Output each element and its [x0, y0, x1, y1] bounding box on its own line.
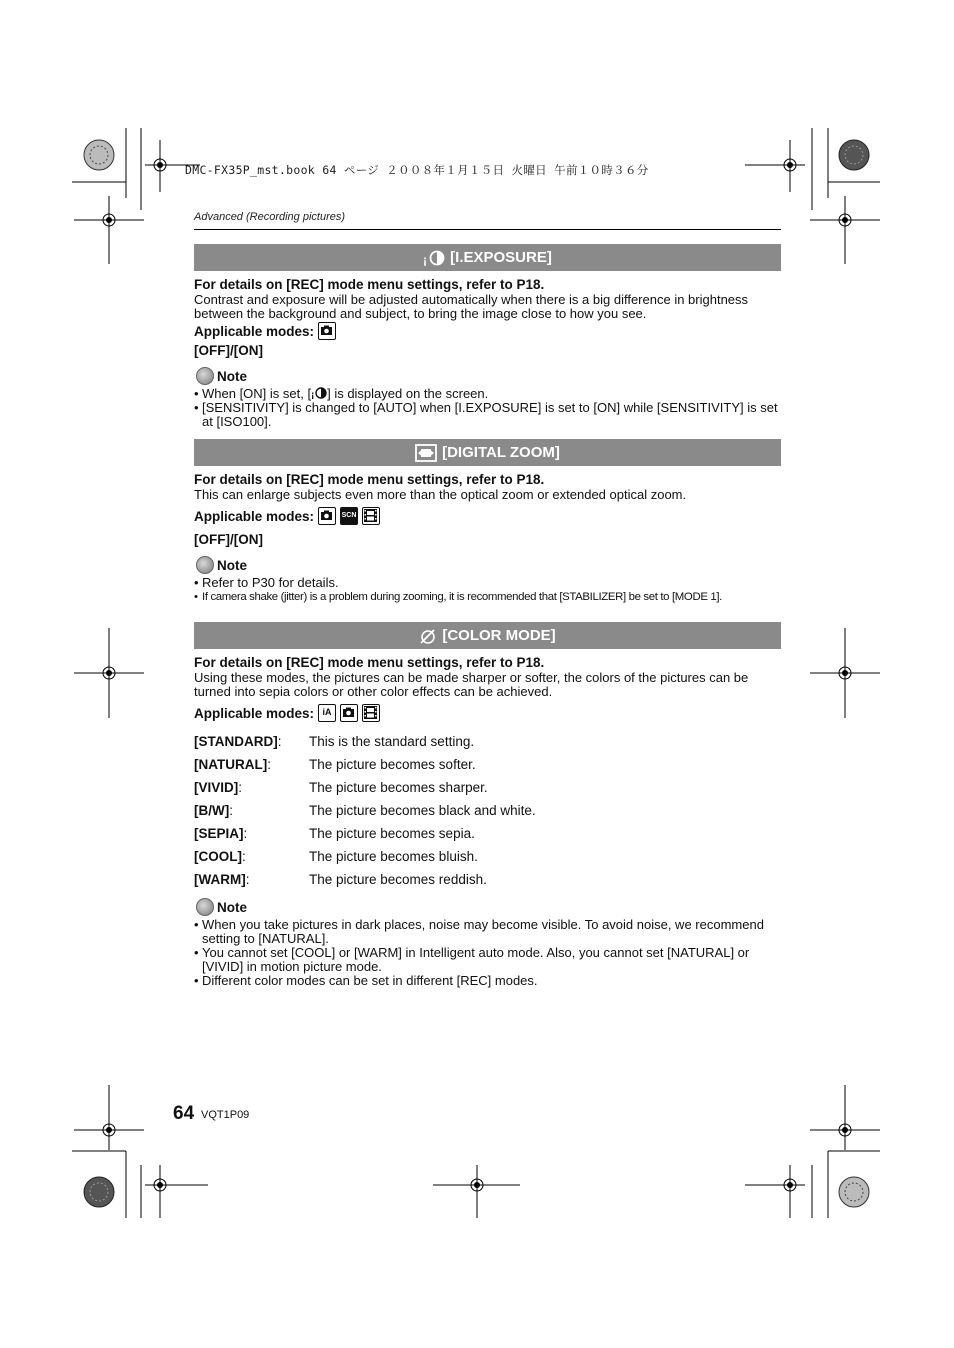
list-item: • You cannot set [COOL] or [WARM] in Intelligent auto mode. Also, you cannot set [NATURAL] or [VIVID] in motion picture mode.	[194, 946, 784, 974]
camera-mode-icon	[318, 322, 336, 340]
print-header: DMC-FX35P_mst.book 64 ページ ２００８年１月１５日 火曜日 午前１０時３６分	[185, 163, 649, 177]
table-row: [COOL]: The picture becomes bluish.	[194, 849, 478, 864]
list-item: • When [ON] is set, [ ¡ ] is displayed on the screen.	[194, 387, 784, 401]
digital-zoom-icon	[415, 444, 437, 462]
note-heading: Note	[196, 367, 247, 385]
list-item: • When you take pictures in dark places, noise may become visible. To avoid noise, we recommend setting to [NATURAL].	[194, 918, 784, 946]
note-icon	[196, 556, 214, 574]
section-title-text: [COLOR MODE]	[442, 627, 556, 644]
svg-text:¡: ¡	[311, 390, 315, 399]
section-description: Contrast and exposure will be adjusted automatically when there is a big difference in brightness between the background and subject, to bring the image close to how you see.	[194, 292, 749, 321]
intelligent-exposure-icon	[423, 250, 445, 266]
color-mode-icon	[419, 628, 437, 644]
section-title-text: [DIGITAL ZOOM]	[442, 444, 560, 461]
motion-picture-mode-icon	[362, 507, 380, 525]
header-rule	[194, 229, 781, 230]
applicable-modes: Applicable modes: iA	[194, 704, 380, 722]
applicable-modes: Applicable modes:	[194, 322, 336, 340]
camera-mode-icon	[318, 507, 336, 525]
table-row: [STANDARD]: This is the standard setting.	[194, 734, 475, 749]
table-row: [SEPIA]: The picture becomes sepia.	[194, 826, 475, 841]
table-row: [VIVID]: The picture becomes sharper.	[194, 780, 488, 795]
options-off-on: [OFF]/[ON]	[194, 532, 263, 547]
page-number: 64	[173, 1103, 195, 1124]
section-title-text: [I.EXPOSURE]	[450, 249, 552, 266]
section-title-digital-zoom	[194, 439, 781, 466]
section-title-color-mode	[194, 622, 781, 649]
applicable-modes: Applicable modes: SCN	[194, 507, 380, 525]
details-reference: For details on [REC] mode menu settings, refer to P18.	[194, 655, 545, 670]
details-reference: For details on [REC] mode menu settings, refer to P18.	[194, 472, 545, 487]
note-icon	[196, 367, 214, 385]
section-description: This can enlarge subjects even more than the optical zoom or extended optical zoom.	[194, 487, 687, 502]
note-list	[194, 576, 784, 604]
note-icon	[196, 898, 214, 916]
list-item: • If camera shake (jitter) is a problem during zooming, it is recommended that [STABILIZER] be set to [MODE 1].	[194, 590, 784, 604]
scene-mode-icon: SCN	[340, 507, 358, 525]
section-description: Using these modes, the pictures can be made sharper or softer, the colors of the pictures can be turned into sepia colors or other color effects can be achieved.	[194, 670, 749, 699]
table-row: [B/W]: The picture becomes black and white.	[194, 803, 536, 818]
section-title-i-exposure	[194, 244, 781, 271]
table-row: [NATURAL]: The picture becomes softer.	[194, 757, 476, 772]
intelligent-auto-mode-icon: iA	[318, 704, 336, 722]
details-reference: For details on [REC] mode menu settings, refer to P18.	[194, 277, 545, 292]
motion-picture-mode-icon	[362, 704, 380, 722]
list-item: • [SENSITIVITY] is changed to [AUTO] when [I.EXPOSURE] is set to [ON] while [SENSITIVITY] is set at [ISO100].	[194, 401, 784, 429]
color-mode-settings	[194, 734, 754, 895]
table-row: [WARM]: The picture becomes reddish.	[194, 872, 487, 887]
options-off-on: [OFF]/[ON]	[194, 343, 263, 358]
breadcrumb: Advanced (Recording pictures)	[194, 211, 346, 223]
model-code: VQT1P09	[201, 1109, 250, 1121]
note-heading: Note	[196, 556, 247, 574]
note-list	[194, 918, 784, 988]
note-heading: Note	[196, 898, 247, 916]
list-item: • Different color modes can be set in different [REC] modes.	[194, 974, 784, 988]
note-list	[194, 387, 784, 429]
svg-text:¡: ¡	[423, 252, 428, 266]
camera-mode-icon	[340, 704, 358, 722]
list-item: • Refer to P30 for details.	[194, 576, 784, 590]
